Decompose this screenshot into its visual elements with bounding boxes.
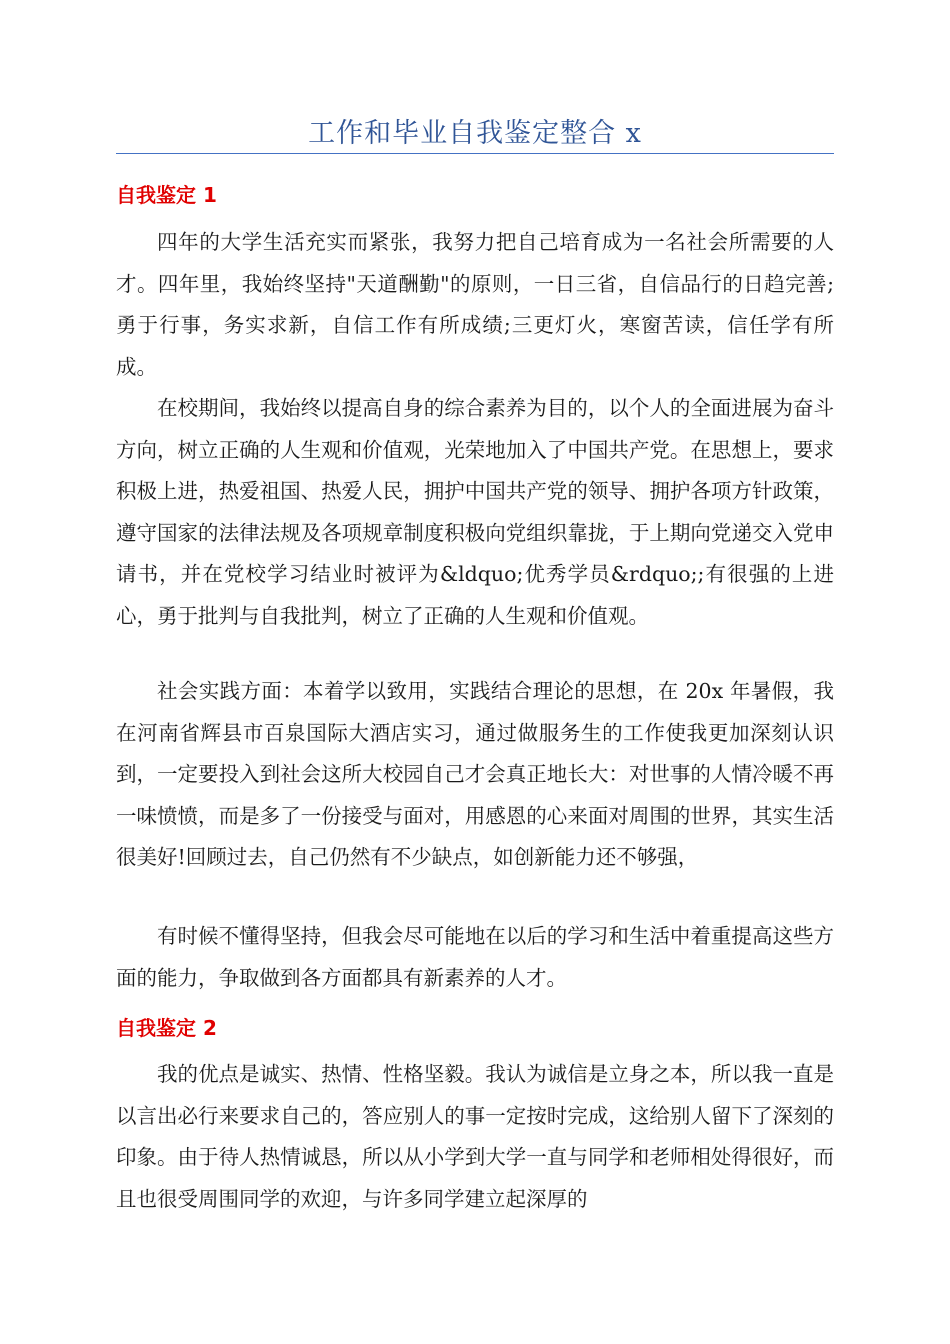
paragraph-1-2: 在校期间，我始终以提高自身的综合素养为目的，以个人的全面进展为奋斗方向，树立正确的人生观和价值观，光荣地加入了中国共产党。在思想上，要求积极上进，热爱祖国、热爱人民，拥护中国共产党的领导、拥护各项方针政策，遵守国家的法律法规及各项规章制度积极向党组织靠拢，于上期向党递交入党申请书，并在党校学习结业时被评为&ldquo;优秀学员&rdquo;;有很强的上进心，勇于批判与自我批判，树立了正确的人生观和价值观。 [116,396,834,628]
section-heading-1: 自我鉴定 1 [116,183,217,207]
title-divider [116,153,834,154]
paragraph-1-3: 社会实践方面：本着学以致用，实践结合理论的思想，在 20x 年暑假，我在河南省辉县市百泉国际大酒店实习，通过做服务生的工作使我更加深刻认识到，一定要投入到社会这所大校园自己才会真正地长大：对世事的人情冷暖不再一味愤愤，而是多了一份接受与面对，用感恩的心来面对周围的世界，其实生活很美好!回顾过去，自己仍然有不少缺点，如创新能力还不够强， [116,679,834,869]
document-title: 工作和毕业自我鉴定整合 x [308,118,642,149]
section-heading-2: 自我鉴定 2 [116,1016,217,1040]
paragraph-2-1: 我的优点是诚实、热情、性格坚毅。我认为诚信是立身之本，所以我一直是以言出必行来要求自己的，答应别人的事一定按时完成，这给别人留下了深刻的印象。由于待人热情诚恳，所以从小学到大学一直与同学和老师相处得很好，而且也很受周围同学的欢迎，与许多同学建立起深厚的 [116,1062,834,1211]
paragraph-1-4: 有时候不懂得坚持，但我会尽可能地在以后的学习和生活中着重提高这些方面的能力，争取做到各方面都具有新素养的人才。 [116,924,834,990]
paragraph-1-1: 四年的大学生活充实而紧张，我努力把自己培育成为一名社会所需要的人才。四年里，我始终坚持"天道酬勤"的原则，一日三省，自信品行的日趋完善;勇于行事，务实求新，自信工作有所成绩;三更灯火，寒窗苦读，信任学有所成。 [116,230,834,379]
